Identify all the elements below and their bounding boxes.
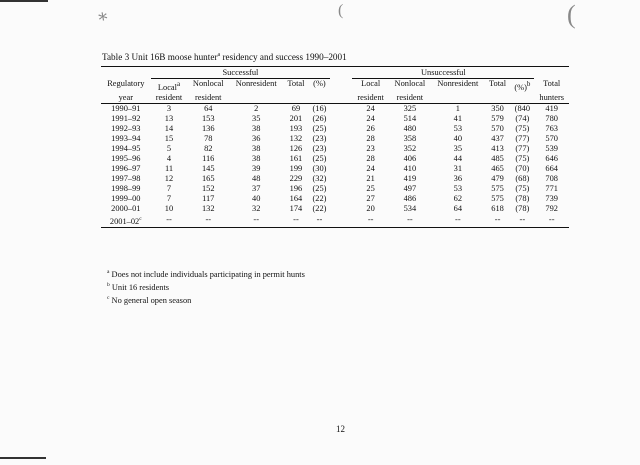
cell-s-total: 201 [289,113,303,123]
header-resident-nonlocal-successful: resident [187,93,229,104]
header-nonlocal-unsuccessful: Nonlocal [394,79,426,88]
scan-smudge-mark: ⁎ [96,3,109,25]
cell-s-pct: (32) [312,173,327,183]
header-total-hunters: Total [543,78,561,88]
cell-u-nonlocal: 325 [403,103,417,113]
cell-u-local: 24 [366,163,375,173]
cell-s-nonres: 40 [252,193,261,203]
cell-u-nonlocal: 534 [403,203,417,213]
cell-u-pct: (75) [515,183,530,193]
cell-hunters: 739 [545,193,558,203]
caption-prefix: Table 3 Unit 16B moose hunter [102,52,218,63]
table-caption [102,52,347,62]
cell-u-nonlocal: 497 [403,183,417,193]
cell-s-local: 13 [164,113,174,123]
scan-edge-mark-top [0,0,48,2]
cell-s-total: 196 [289,183,303,193]
cell-s-nonlocal: 64 [204,103,213,113]
header-pct-successful: (%) [313,79,326,88]
header-local-successful: Local$^a$ [157,80,181,92]
cell-u-local: 24 [366,113,375,123]
footnote-item: $^b$ Unit 16 residents [107,281,170,292]
cell-u-pct: -- [510,214,534,227]
cell-s-nonlocal: -- [187,214,229,227]
cell-s-total: 69 [291,103,301,113]
header-total-successful: Total [287,79,305,88]
header-year: year [101,93,151,104]
cell-hunters: 570 [545,133,558,143]
header-nonlocal-successful: Nonlocal [192,79,224,88]
cell-s-pct: (25) [312,123,327,133]
cell-u-local: 20 [366,203,375,213]
cell-s-local: 7 [166,193,172,203]
cell-u-total: 350 [491,103,504,113]
cell-s-nonlocal: 116 [202,153,215,163]
cell-u-pct: (75) [515,123,530,133]
cell-u-nonlocal: 480 [403,123,417,133]
cell-u-local: 28 [366,133,375,143]
cell-u-local: 24 [366,103,375,113]
cell-u-total: 575 [491,193,504,203]
cell-u-nonres: 36 [453,173,462,183]
scan-edge-mark-bottom [0,457,46,459]
cell-s-pct: (25) [312,183,327,193]
cell-u-nonres: 1 [455,103,460,113]
cell-s-local: -- [151,214,188,227]
cell-s-pct: (30) [312,163,327,173]
cell-hunters: 646 [545,153,558,163]
table-row [101,114,569,124]
cell-u-local: -- [352,214,389,227]
cell-s-pct: -- [309,214,331,227]
cell-s-nonres: -- [229,214,283,227]
cell-s-pct: (22) [312,193,327,203]
cell-year: 1998–99 [111,183,141,193]
cell-year: 1999–00 [111,193,141,203]
cell-year: 1995–96 [111,153,141,163]
cell-u-nonlocal: 486 [403,193,417,203]
cell-u-local: 28 [366,153,375,163]
cell-s-nonlocal: 82 [204,143,213,153]
header-pct-unsuccessful: (%)$^b$ [514,80,531,92]
cell-u-total: 413 [491,143,504,153]
cell-s-nonres: 38 [252,143,261,153]
caption-footnote-marker: a [217,52,221,58]
cell-hunters: 792 [545,203,558,213]
cell-u-total: 479 [491,173,504,183]
cell-u-total: -- [485,214,510,227]
cell-hunters: 664 [545,163,558,173]
cell-u-nonlocal: 514 [403,113,417,123]
table-header-row [101,79,569,93]
cell-u-nonlocal: 358 [403,133,417,143]
cell-u-nonlocal: 419 [403,173,417,183]
cell-hunters: 771 [545,183,558,193]
header-resident-nonlocal-unsuccessful: resident [389,93,431,104]
cell-s-nonres: 37 [252,183,261,193]
cell-s-pct: (16) [312,103,327,113]
cell-s-nonres: 38 [252,123,261,133]
cell-u-pct: (74) [515,113,530,123]
cell-s-nonlocal: 136 [201,123,215,133]
table-row [101,204,569,214]
cell-u-local: 27 [366,193,375,203]
cell-s-total: 161 [289,153,303,163]
scan-smudge-mark: ( [338,2,344,19]
cell-year: 1994–95 [111,143,141,153]
cell-s-nonlocal: 117 [202,193,215,203]
cell-s-nonres: 39 [252,163,261,173]
cell-s-nonres: 38 [252,153,261,163]
table-row [101,174,569,184]
cell-hunters: -- [534,214,569,227]
cell-u-nonres: 35 [453,143,462,153]
cell-u-nonres: 53 [453,123,462,133]
cell-year: 1991–92 [111,113,141,123]
cell-u-local: 23 [366,143,375,153]
cell-s-local: 11 [164,163,174,173]
cell-u-pct: (75) [515,153,530,163]
table-row [101,214,569,227]
cell-u-total: 579 [491,113,504,123]
cell-u-pct: (78) [515,193,530,203]
cell-u-pct: (68) [515,173,530,183]
cell-u-total: 485 [491,153,504,163]
cell-s-nonlocal: 165 [201,173,215,183]
table-body [101,103,569,227]
cell-s-local: 10 [164,203,174,213]
header-hunters: hunters [534,93,569,104]
cell-s-total: 126 [289,143,303,153]
cell-u-nonres: 64 [453,203,462,213]
cell-u-total: 618 [491,203,504,213]
cell-u-pct: (78) [515,203,530,213]
cell-s-nonlocal: 152 [201,183,215,193]
cell-s-total: 132 [289,133,303,143]
footnote-item: $^c$ No general open season [107,294,192,305]
cell-s-local: 12 [164,173,174,183]
cell-s-local: 14 [164,123,174,133]
cell-s-local: 15 [164,133,174,143]
cell-year: 1996–97 [111,163,141,173]
cell-u-nonres: 62 [453,193,462,203]
cell-s-local: 7 [166,183,172,193]
cell-u-nonlocal: 352 [403,143,417,153]
cell-u-nonres: -- [431,214,485,227]
cell-s-local: 5 [166,143,172,153]
cell-u-pct: (840 [514,103,531,113]
cell-year: 1990–91 [111,103,141,113]
table-group-header-row [101,67,569,79]
cell-s-local: 4 [166,153,172,163]
cell-year: 1997–98 [111,173,141,183]
cell-u-nonlocal: -- [389,214,431,227]
cell-u-local: 25 [366,183,375,193]
scan-smudge-mark: ( [567,0,576,29]
caption-suffix: residency and success 1990–2001 [220,52,347,63]
cell-s-nonres: 48 [252,173,261,183]
table-subheader-row [101,93,569,104]
cell-u-total: 437 [491,133,504,143]
cell-s-nonlocal: 132 [201,203,215,213]
cell-hunters: 763 [545,123,558,133]
cell-u-nonres: 40 [453,133,462,143]
cell-s-pct: (26) [312,113,327,123]
cell-s-local: 3 [166,103,172,113]
header-resident-successful: resident [151,93,188,104]
cell-u-pct: (77) [515,143,530,153]
cell-year: 2001–02$^c$ [101,214,151,227]
cell-hunters: 539 [545,143,558,153]
cell-hunters: 419 [545,103,558,113]
group-header-unsuccessful: Unsuccessful [352,67,534,79]
header-local-unsuccessful: Local [361,79,381,88]
hunter-residency-table [101,66,569,228]
cell-u-total: 465 [491,163,504,173]
cell-year: 2000–01 [111,203,141,213]
cell-s-nonlocal: 145 [201,163,215,173]
footnote-item: $^a$ Does not include individuals participating in permit hunts [107,269,305,279]
cell-hunters: 708 [545,173,558,183]
cell-s-pct: (22) [312,203,327,213]
cell-u-nonres: 41 [453,113,462,123]
cell-u-pct: (77) [515,133,530,143]
cell-s-nonlocal: 153 [201,113,215,123]
cell-s-total: 193 [289,123,303,133]
table-row [101,164,569,174]
table-row [101,194,569,204]
cell-s-pct: (25) [312,153,327,163]
group-header-successful: Successful [151,67,331,79]
cell-s-nonlocal: 78 [204,133,213,143]
cell-s-pct: (23) [312,133,327,143]
cell-hunters: 780 [545,113,558,123]
table-row [101,154,569,164]
cell-s-total: -- [283,214,308,227]
header-nonresident-successful: Nonresident [235,79,277,88]
cell-year: 1992–93 [111,123,141,133]
cell-s-total: 229 [289,173,303,183]
cell-u-nonlocal: 406 [403,153,417,163]
cell-s-nonres: 2 [254,103,259,113]
cell-s-nonres: 35 [252,113,261,123]
cell-s-nonres: 32 [252,203,261,213]
cell-s-pct: (23) [312,143,327,153]
page-number: 12 [336,424,345,434]
table-row [101,124,569,134]
cell-u-nonres: 31 [453,163,462,173]
table-row [101,144,569,154]
cell-u-total: 575 [491,183,504,193]
header-resident-unsuccessful: resident [352,93,389,104]
cell-s-total: 164 [289,193,303,203]
table-row [101,134,569,144]
table-row [101,103,569,114]
cell-u-local: 26 [366,123,375,133]
cell-u-nonres: 53 [453,183,462,193]
cell-s-nonres: 36 [252,133,261,143]
table-footnotes [107,267,305,305]
header-regulatory: Regulatory [107,78,145,88]
cell-year: 1993–94 [111,133,141,143]
cell-s-total: 174 [289,203,303,213]
table-row [101,184,569,194]
cell-u-pct: (70) [515,163,530,173]
cell-u-nonres: 44 [453,153,462,163]
header-total-unsuccessful: Total [489,79,507,88]
cell-u-total: 570 [491,123,504,133]
cell-u-local: 21 [366,173,375,183]
cell-u-nonlocal: 410 [403,163,417,173]
header-nonresident-unsuccessful: Nonresident [437,79,479,88]
cell-s-total: 199 [289,163,303,173]
